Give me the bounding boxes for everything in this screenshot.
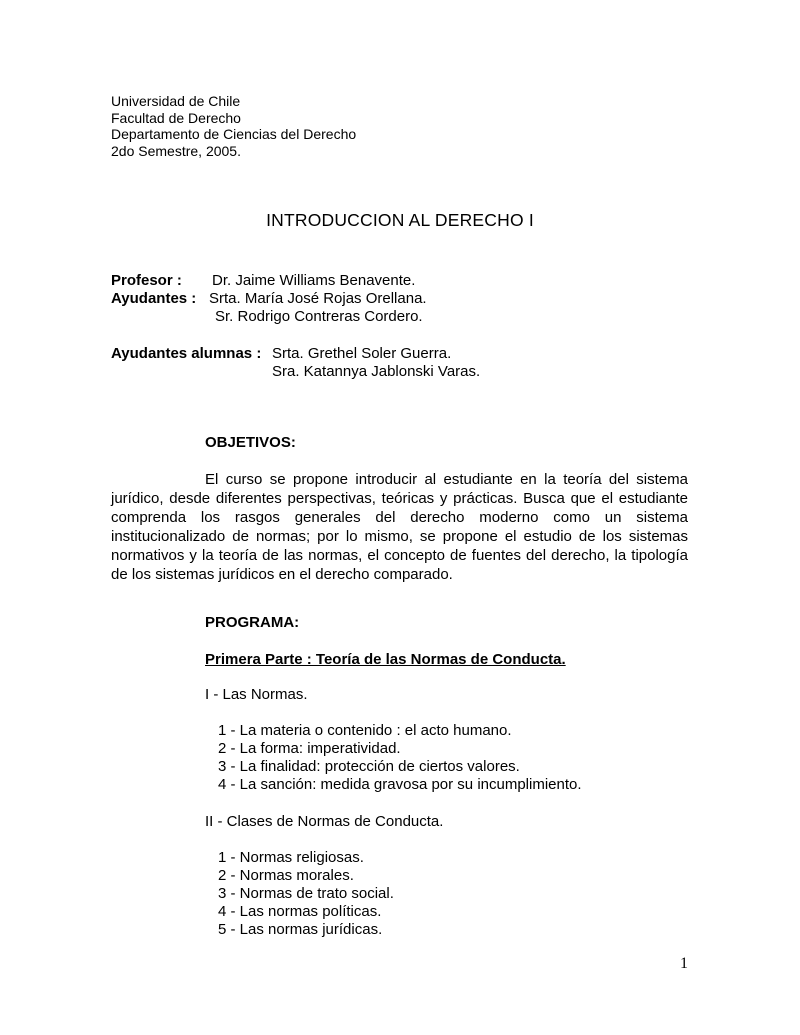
objetivos-paragraph: El curso se propone introducir al estudiante en la teoría del sistema jurídico, desde diferentes perspectivas, teóricas y prácticas. Busca que el estudiante comprenda los rasgos generales del derecho moderno como un sistema institucionalizado de normas; por lo mismo, se propone el estudio de los sistemas normativos y la teoría de las normas, el concepto de fuentes del derecho, la tipología de los sistemas jurídicos en el derecho comparado. <box>111 471 688 583</box>
section-2-title: II - Clases de Normas de Conducta. <box>205 813 444 830</box>
list-item: 3 - La finalidad: protección de ciertos valores. <box>218 758 520 775</box>
part-title: Primera Parte : Teoría de las Normas de Conducta. <box>205 651 566 668</box>
ayudante-1: Srta. María José Rojas Orellana. <box>209 290 427 307</box>
section-1-title: I - Las Normas. <box>205 686 308 703</box>
list-item: 5 - Las normas jurídicas. <box>218 921 383 938</box>
ayudantes-label: Ayudantes : <box>111 290 197 307</box>
list-item: 1 - Normas religiosas. <box>218 849 364 866</box>
department-line: Departamento de Ciencias del Derecho <box>111 126 357 142</box>
faculty-line: Facultad de Derecho <box>111 109 241 126</box>
list-item: 4 - La sanción: medida gravosa por su incumplimiento. <box>218 776 582 793</box>
list-item: 2 - Normas morales. <box>218 867 354 884</box>
list-item: 3 - Normas de trato social. <box>218 885 394 902</box>
list-item: 4 - Las normas políticas. <box>218 903 382 920</box>
semester-line: 2do Semestre, 2005. <box>111 142 241 159</box>
page-number: 1 <box>680 955 688 972</box>
programa-heading: PROGRAMA: <box>205 614 300 631</box>
ayudante-2: Sr. Rodrigo Contreras Cordero. <box>215 308 423 325</box>
list-item: 1 - La materia o contenido : el acto humano. <box>218 722 512 739</box>
alumna-2: Sra. Katannya Jablonski Varas. <box>272 363 481 380</box>
alumna-1: Srta. Grethel Soler Guerra. <box>272 345 452 362</box>
course-title: INTRODUCCION AL DERECHO I <box>266 210 534 230</box>
profesor-label: Profesor : <box>111 272 182 289</box>
list-item: 2 - La forma: imperatividad. <box>218 740 401 757</box>
objetivos-heading: OBJETIVOS: <box>205 434 296 451</box>
university-line: Universidad de Chile <box>111 93 241 109</box>
ayudantes-alumnas-label: Ayudantes alumnas : <box>111 345 262 362</box>
profesor-name: Dr. Jaime Williams Benavente. <box>212 272 416 289</box>
